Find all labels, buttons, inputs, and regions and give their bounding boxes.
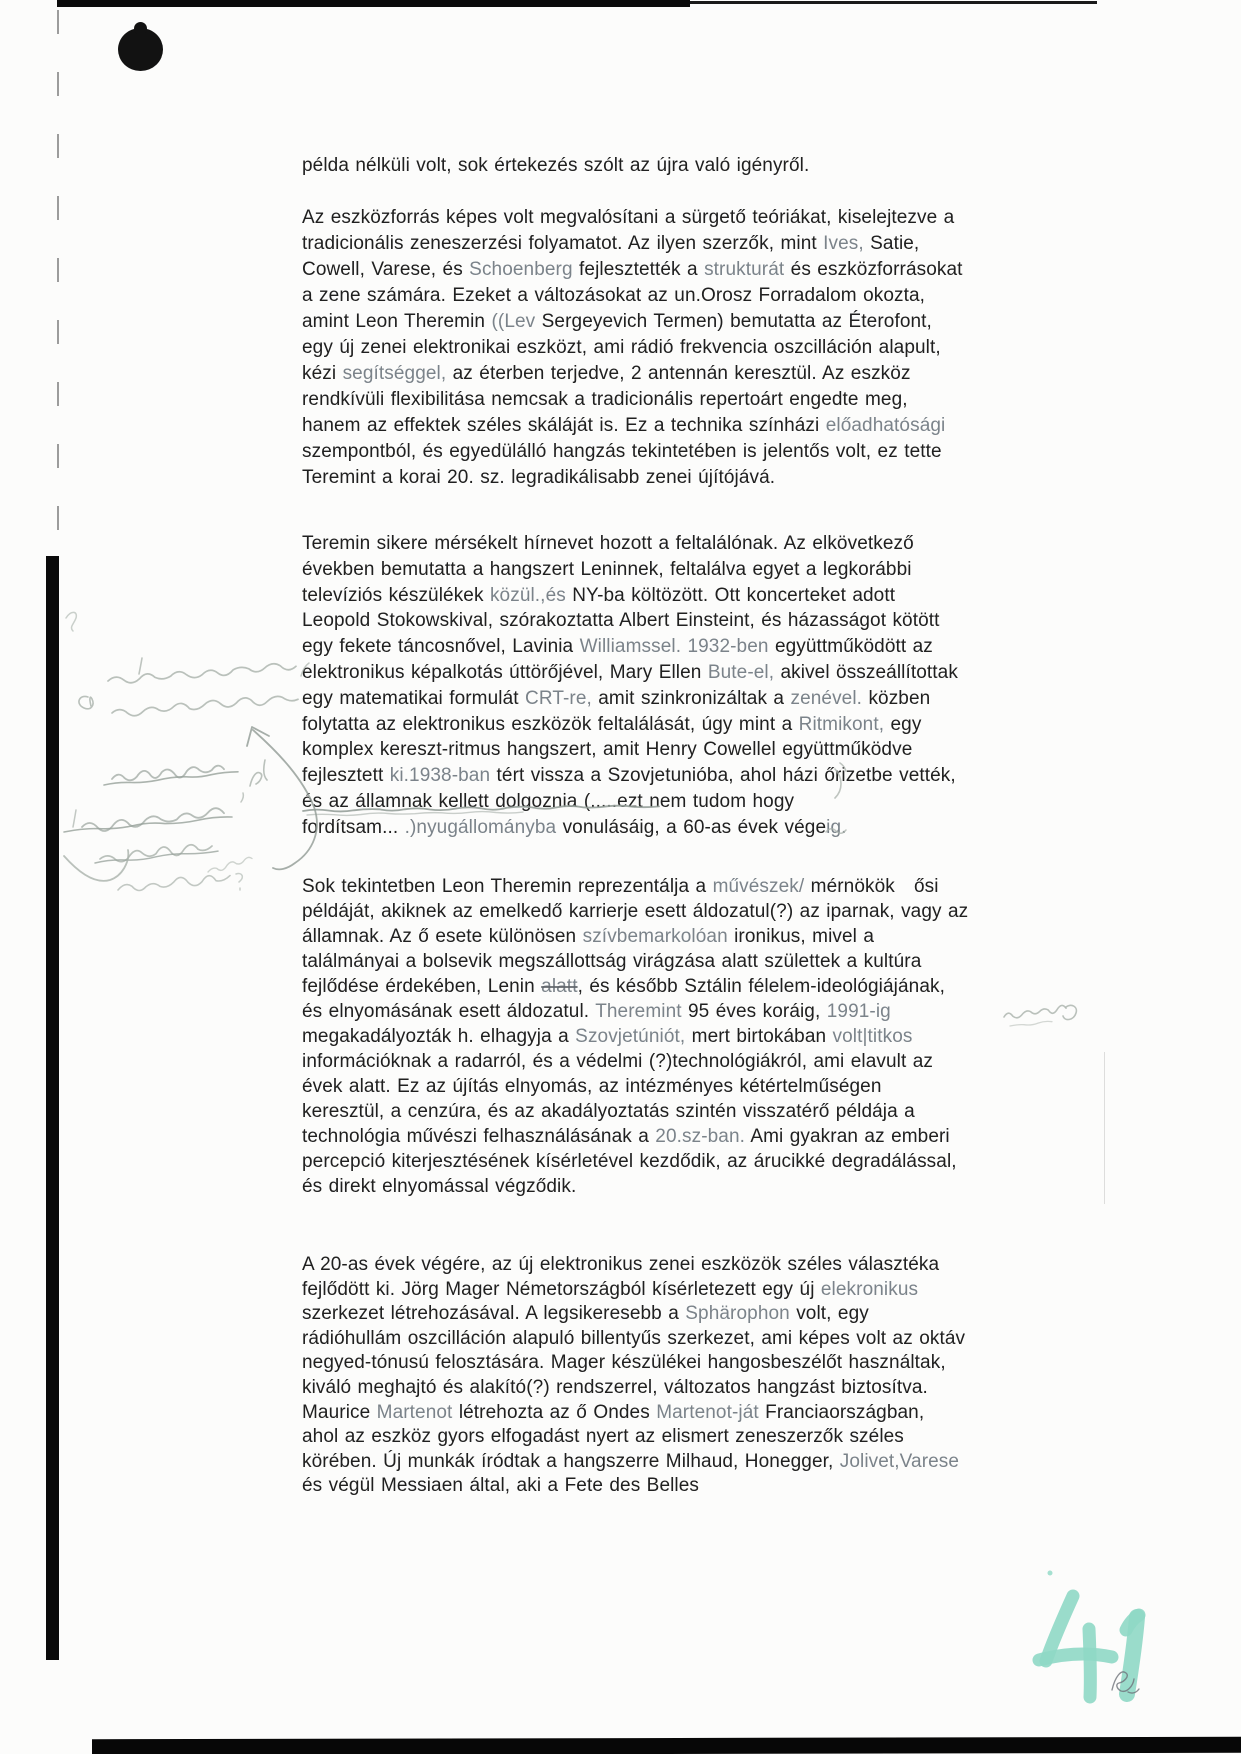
body-text: fejlesztették a [572,259,705,280]
hole-punch-mark [118,28,163,71]
margin-note-letter [79,696,93,708]
body-text: kézi [302,363,343,384]
pen-scribble-on-page-number [1112,1672,1139,1693]
text-line [302,205,963,231]
body-text: években bemutatta a hangszert Leninnek, feltalálva egyet a legkorábbi [302,558,912,580]
text-line [302,1174,968,1199]
paper-crease [1104,1052,1105,1204]
text-line [302,686,958,712]
text-line [302,1302,965,1327]
text-line [302,1049,968,1074]
text-line [302,949,968,974]
text-line [302,361,963,387]
body-text: technológia művészi felhasználásának a [302,1126,656,1147]
body-text: akivel összeállítottak [774,661,958,683]
body-text: keresztül, a cenzúra, és az akadályoztatás szintén visszatérő példája a [302,1101,915,1122]
margin-note-scribble [208,857,252,872]
pencil-squiggle-1991 [1004,1005,1066,1017]
margin-note-scribble [108,664,296,683]
margin-note-exclamation [73,810,76,827]
margin-note-scribble [82,808,224,831]
inserted-gray-text: ig. [826,816,847,838]
pencil-squiggle-1991 [1063,1005,1076,1019]
text-line [302,335,963,361]
text-line [302,999,968,1024]
text-line [302,257,963,283]
inserted-gray-text: Szovjetúniót, [575,1026,686,1047]
pencil-squiggle-1991 [1010,1021,1052,1026]
paragraph [302,1253,965,1499]
body-text: egy [884,713,922,735]
text-line [302,1376,965,1401]
body-text: mert birtokában [685,1026,833,1047]
body-text: Sok tekintetben Leon Theremin reprezentálja a [302,876,713,897]
body-text: , és később Sztálin félelem-ideológiájának, [577,976,945,997]
text-line [302,1074,968,1099]
margin-note-exclamation [139,658,142,674]
inserted-gray-text: .)nyugállományba [404,816,557,838]
inserted-gray-text: előadhatósági [825,415,946,436]
body-text: ahol az eszköz gyors elfogadást nyert az elismert zeneszerzők széles [302,1426,904,1448]
inserted-gray-text: 1991-ig [826,1001,891,1022]
inserted-gray-text: strukturát [704,259,785,280]
text-line [302,1253,965,1278]
inserted-gray-text: Schoenberg [469,259,573,280]
body-text: együttműködött az [768,636,933,658]
body-text: volt, egy [789,1303,869,1325]
margin-note-mark [66,612,76,631]
inserted-gray-text: elekronikus [820,1278,919,1300]
text-line [302,387,963,413]
body-text: évek alatt. Ez az újítás elnyomás, az intézményes kétértelműségen [302,1076,882,1097]
inserted-gray-text: CRT-re, [525,687,592,709]
text-line [302,1425,965,1450]
body-text: negyed-tónusú felosztására. Mager készülékei hangosbeszélőt használtak, [302,1352,946,1374]
body-text: és direkt elnyomással végződik. [302,1176,577,1197]
body-text: fejlődött ki. Jörg Mager Németországból kísérletezett egy új [302,1278,821,1300]
body-text: egy matematikai formulát [302,687,526,709]
margin-note-strikethrough [95,851,218,863]
inserted-gray-text: zenével. [790,687,863,709]
page-number-stroke [1039,1654,1112,1660]
text-line [302,557,958,583]
body-text: ironikus, mivel a [727,926,875,947]
body-text: NY-ba költözött. Ott koncerteket adott [565,584,896,606]
text-line [302,608,958,634]
struck-out-text: alatt [541,976,578,997]
scan-edge-top-bar [57,0,690,7]
body-text: és elnyomásának esett áldozatul. [302,1001,596,1022]
text-line [302,583,958,609]
inserted-gray-text: közül.,és [489,584,566,606]
margin-note-letters [250,760,267,786]
text-line [302,465,963,491]
body-text: szerkezet létrehozásával. A legsikeresebb a [302,1303,686,1325]
margin-note-scribble [100,845,212,862]
body-text: tradicionális zeneszerzési folyamatot. Az ilyen szerzők, mint [302,233,824,254]
body-text: információknak a radarról, és a védelmi (?)technológiákról, ami elavult az [302,1051,934,1072]
text-line [302,1149,968,1174]
text-line [302,413,963,439]
scan-edge-left-bar [46,556,59,1660]
inserted-gray-text: Jolivet,Varese [839,1450,960,1472]
body-text: komplex kereszt-ritmus hangszert, amit Henry Cowellel együttműködve [302,739,913,761]
inserted-gray-text: Martenot [376,1401,453,1423]
inserted-gray-text: művészek/ [712,876,805,897]
body-text: körében. Új munkák íródtak a hangszerre Milhaud, Honegger, [302,1450,840,1472]
body-text: A 20-as évek végére, az új elektronikus zenei eszközök széles választéka [302,1254,940,1275]
body-text: példáját, akiknek az emelkedő karrierje esett áldozatul(?) az iparnak, vagy az [302,901,969,922]
text-line [302,1351,965,1376]
paragraph [302,153,809,179]
body-text: folytatta az elektronikus eszközök feltalálását, úgy mint a [302,713,799,735]
body-text: Maurice [302,1401,377,1423]
inserted-gray-text: volt|titkos [832,1026,913,1047]
text-line [302,924,968,949]
page-number-stroke [1127,1617,1137,1694]
text-line [302,899,968,924]
body-text: tért vissza a Szovjetunióba, ahol házi őrizetbe vették, [490,765,956,787]
text-line [302,309,963,335]
text-line [302,974,968,999]
body-text: Satie, [863,233,920,254]
text-line [302,1327,965,1352]
body-text: a zene számára. Ezeket a változásokat az un.Orosz Forradalom okozta, [302,285,926,306]
body-text: Leopold Stokowskival, szórakoztatta Albert Einsteint, és házasságot kötött [302,610,940,632]
paragraph [302,531,958,841]
body-text: Cowell, Varese, és [302,259,470,280]
body-text: egy fekete táncosnővel, Lavinia [302,636,580,658]
text-line [302,531,958,557]
text-line [302,1278,965,1303]
text-line [302,1099,968,1124]
body-text: példa nélküli volt, sok értekezés szólt az újra való igényről. [302,155,810,176]
text-line [302,789,958,815]
inserted-gray-text: Martenot-ját [656,1401,759,1423]
margin-note-strikethrough [104,772,238,785]
body-text: Az eszközforrás képes volt megvalósítani a sürgető teóriákat, kiselejtezve a [302,207,955,228]
body-text: Ami gyakran az emberi [745,1126,950,1147]
body-text: Teremint a korai 20. sz. legradikálisabb zenei újítójává. [302,467,776,488]
body-text: mérnökök ősi [804,876,939,897]
margin-note-scribble [112,696,298,715]
body-text: vonulásáig, a 60-as évek vége [556,816,827,838]
body-text: megakadályozták h. elhagyja a [302,1026,576,1047]
body-text: percepció kiterjesztésének kísérletével kezdődik, az árucikké degradálással, [302,1151,957,1172]
text-line [302,1474,965,1499]
scan-edge-left-dashed-line [57,10,59,558]
body-text: hanem az effektek széles skáláját is. Ez a technika színházi [302,415,826,436]
body-text: fordítsam... [302,816,405,838]
page-number-stroke [1126,1615,1139,1630]
margin-note-scribble [118,876,230,891]
inserted-gray-text: Ives, [823,233,864,254]
body-text: az éterben terjedve, 2 antennán keresztül. Az eszköz [446,363,911,384]
scan-edge-bottom-bar [92,1737,1241,1754]
margin-note-strikethrough [64,817,232,832]
body-text: Teremin sikere mérsékelt hírnevet hozott a feltalálónak. Az elkövetkező [302,533,914,554]
inserted-gray-text: Ritmikont, [798,713,885,735]
body-text: és eszközforrásokat [784,259,963,280]
page-number-stroke [1046,1596,1073,1661]
body-text: Sergeyevich Termen) bemutatta az Éterofont, [535,311,932,332]
inserted-gray-text: Theremint [595,1001,682,1022]
text-line [302,815,958,841]
text-line [302,1401,965,1426]
text-line [302,231,963,257]
inserted-gray-text: segítséggel, [342,363,447,384]
margin-note-question-mark [236,874,242,890]
text-line [302,439,963,465]
margin-note-scribble [112,766,224,781]
text-line [302,660,958,686]
text-line [302,1024,968,1049]
inserted-gray-text: Sphärophon [685,1303,790,1325]
text-line [302,1450,965,1475]
body-text: kiváló meghajtó és alakító(?) rendszerrel, változatos hangzást biztosítva. [302,1376,928,1398]
scan-edge-top-bar-thin [690,1,1097,4]
body-text: államnak. Az ő esete különösen [302,926,583,947]
page-number-stroke [1089,1629,1090,1697]
text-line [302,634,958,660]
text-line [302,737,958,763]
body-text: elektronikus képalkotás úttörőjével, Mary Ellen [302,661,708,683]
body-text: és az államnak kellett dolgoznia (.....ezt nem tudom hogy [302,790,795,812]
body-text: és végül Messiaen által, aki a Fete des Belles [302,1475,700,1497]
text-line [302,712,958,738]
inserted-gray-text: ki.1938-ban [389,765,491,787]
paragraph [302,205,963,491]
inserted-gray-text: Williamssel. 1932-ben [579,636,769,658]
body-text: fejlődése érdekében, Lenin [302,976,542,997]
text-line [302,1124,968,1149]
body-text: televíziós készülékek [302,584,490,606]
body-text: szempontból, és egyedülálló hangzás tekintetében is jelentős volt, ez tette [302,441,942,462]
paragraph [302,874,968,1199]
body-text: létrehozta az ő Ondes [452,1401,657,1423]
inserted-gray-text: Bute-el, [707,661,775,683]
text-line [302,763,958,789]
body-text: amit szinkronizáltak a [591,687,791,709]
body-text: Franciaországban, [758,1401,925,1423]
body-text: egy új zenei elektronikai eszközt, ami rádió frekvencia oszcilláción alapult, [302,337,941,358]
body-text: 95 éves koráig, [681,1001,827,1022]
body-text: találmányai a bolsevik megszállottság virágzása alatt születtek a kultúra [302,951,922,972]
body-text: fejlesztett [302,765,390,787]
body-text: amint Leon Theremin [302,311,492,332]
margin-note-comma [241,793,243,802]
pencil-check-mark [64,850,128,881]
text-line [302,283,963,309]
teal-speck [1048,1571,1053,1576]
text-line [302,153,809,179]
inserted-gray-text: 20.sz-ban. [655,1126,746,1147]
inserted-gray-text: szívbemarkolóan [582,926,728,947]
body-text: közben [862,687,931,709]
text-line [302,874,968,899]
inserted-gray-text: ((Lev [491,311,536,332]
body-text: rendkívüli flexibilitása nemcsak a tradicionális repertoárt engedte meg, [302,389,908,410]
body-text: rádióhullám oszcilláción alapuló billentyűs szerkezet, ami képes volt az oktáv [302,1327,966,1349]
